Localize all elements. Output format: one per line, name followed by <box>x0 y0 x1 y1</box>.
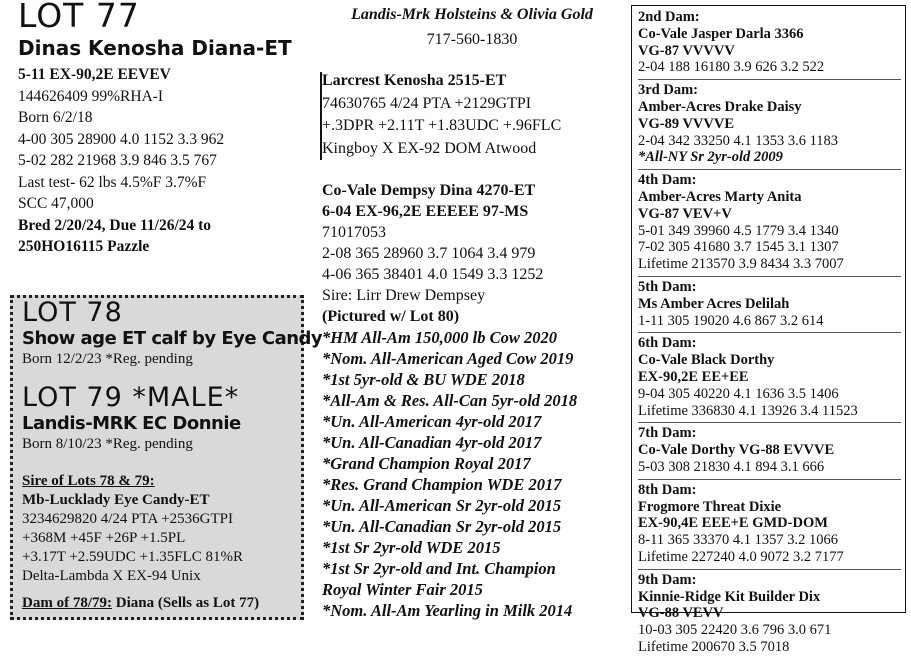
ancestor-dam-entry <box>638 279 901 329</box>
ancestor-dam-label: 9th Dam: <box>638 571 697 588</box>
sire-78-79-line: +368M +45F +26P +1.5PL <box>22 530 186 546</box>
ancestor-dam-name-line: VG-89 VVVVE <box>638 115 734 132</box>
sire-78-79-line: Delta-Lambda X EX-94 Unix <box>22 568 201 584</box>
honor-line: *All-Am & Res. All-Can 5yr-old 2018 <box>322 391 578 410</box>
ancestor-dam-name-line: Amber-Acres Drake Daisy <box>638 98 802 115</box>
sire-line: +.3DPR +2.11T +1.83UDC +.96FLC <box>322 117 562 134</box>
ancestor-dam-name-line: VG-87 VEV+V <box>638 205 732 222</box>
honor-line: *1st 5yr-old & BU WDE 2018 <box>322 370 525 389</box>
ancestor-dam-label: 2nd Dam: <box>638 9 700 25</box>
ancestor-dam-name-line: EX-90,4E EEE+E GMD-DOM <box>638 515 828 532</box>
dam-line: 71017053 <box>322 224 386 241</box>
ancestor-divider <box>638 479 901 480</box>
ancestor-dam-record-line: Lifetime 227240 4.0 9072 3.2 7177 <box>638 548 844 565</box>
lot78-title: LOT 78 <box>22 297 123 328</box>
ancestor-dam-name-line: Ms Amber Acres Delilah <box>638 295 790 312</box>
honor-line: Royal Winter Fair 2015 <box>322 580 483 599</box>
lots-78-79-box <box>10 295 323 620</box>
lot79-subtitle: Landis-MRK EC Donnie <box>22 413 241 434</box>
ancestor-dam-record-line: 2-04 342 33250 4.1 1353 3.6 1183 <box>638 132 839 149</box>
lot77-line: 250HO16115 Pazzle <box>18 238 150 255</box>
dam-line: 2-08 365 28960 3.7 1064 3.4 979 <box>322 245 536 262</box>
ancestor-dam-record-line: 2-04 188 16180 3.9 626 3.2 522 <box>638 59 825 76</box>
ancestor-dam-label: 7th Dam: <box>638 425 697 442</box>
sire-details <box>322 93 561 161</box>
ancestor-dam-label: 5th Dam: <box>638 278 697 295</box>
ancestor-dam-record-line: 5-03 308 21830 4.1 894 3.1 666 <box>638 458 825 475</box>
lot77-line: 5-02 282 21968 3.9 846 3.5 767 <box>18 152 217 169</box>
honor-line: *Nom. All-Am Yearling in Milk 2014 <box>322 601 573 620</box>
honor-line: *Un. All-Canadian 4yr-old 2017 <box>322 433 542 452</box>
honor-line: *Nom. All-American Aged Cow 2019 <box>322 349 574 368</box>
ancestor-dam-name-line: VG-87 VVVVV <box>638 42 735 59</box>
honor-line: *Un. All-American Sr 2yr-old 2015 <box>322 496 562 515</box>
ancestor-dam-label: 8th Dam: <box>638 481 697 498</box>
ancestor-dam-label: 6th Dam: <box>638 335 697 352</box>
ancestor-divider <box>638 276 901 277</box>
ancestor-dam-record-line: 5-01 349 39960 4.5 1779 3.4 1340 <box>638 222 839 239</box>
lot79-title: LOT 79 *MALE* <box>22 382 240 413</box>
ancestor-divider <box>638 169 901 170</box>
honor-line: *Un. All-American 4yr-old 2017 <box>322 412 542 431</box>
ancestor-divider <box>638 79 901 80</box>
lot77-title: LOT 77 <box>18 0 140 35</box>
ancestor-dam-label: 4th Dam: <box>638 172 697 189</box>
consignor-name: Landis-Mrk Holsteins & Olivia Gold <box>351 6 593 23</box>
ancestor-dam-name-line: EX-90,2E EE+EE <box>638 368 749 385</box>
lot77-line: Bred 2/20/24, Due 11/26/24 to <box>18 216 212 234</box>
ancestor-dam-name-line: Amber-Acres Marty Anita <box>638 188 802 205</box>
ancestor-dam-record-line: 7-02 305 41680 3.7 1545 3.1 1307 <box>638 239 839 256</box>
dam-78-79-label: Dam of 78/79: <box>22 595 112 611</box>
sire-section <box>322 70 561 160</box>
lot78-born: Born 12/2/23 *Reg. pending <box>22 351 193 367</box>
ancestor-dam-record-line: 10-03 305 22420 3.6 796 3.0 671 <box>638 622 832 639</box>
ancestor-divider <box>638 332 901 333</box>
dam-78-79 <box>22 594 322 613</box>
honor-line: *1st Sr 2yr-old and Int. Champion <box>322 559 556 578</box>
lot79-born: Born 8/10/23 *Reg. pending <box>22 436 193 452</box>
pedigree-dams <box>638 9 901 659</box>
ancestor-dam-name-line: VG-88 VEVV <box>638 605 724 622</box>
ancestor-dam-name-line: Frogmore Threat Dixie <box>638 498 782 515</box>
lot77-line: 5-11 EX-90,2E EEVEV <box>18 66 171 83</box>
sire-line: Kingboy X EX-92 DOM Atwood <box>322 139 537 157</box>
ancestor-dam-name-line: Co-Vale Jasper Darla 3366 <box>638 25 804 42</box>
ancestor-dam-honor-line: *All-NY Sr 2yr-old 2009 <box>638 149 783 166</box>
dam-honors <box>322 327 577 621</box>
ancestor-dam-entry <box>638 482 901 566</box>
sire-78-79-heading: Sire of Lots 78 & 79: <box>22 473 155 489</box>
dam-line: Sire: Lirr Drew Dempsey <box>322 287 486 304</box>
ancestor-dam-entry <box>638 425 901 475</box>
honor-line: *Res. Grand Champion WDE 2017 <box>322 475 562 494</box>
ancestor-divider <box>638 569 901 570</box>
pedigree-box <box>631 5 906 655</box>
dam-details <box>322 222 577 306</box>
sire-78-79-line: +3.17T +2.59UDC +1.35FLC 81%R <box>22 549 243 565</box>
honor-line: *1st Sr 2yr-old WDE 2015 <box>322 538 501 557</box>
honor-line: *Un. All-Canadian Sr 2yr-old 2015 <box>322 517 562 536</box>
sire-line: 74630765 4/24 PTA +2129GTPI <box>322 94 532 112</box>
dam-classification: 6-04 EX-96,2E EEEEE 97-MS <box>322 203 529 220</box>
ancestor-dam-record-line: 9-04 305 40220 4.1 1636 3.5 1406 <box>638 385 839 402</box>
ancestor-dam-name-line: Co-Vale Black Dorthy <box>638 352 775 369</box>
ancestor-dam-record-line: 8-11 365 33370 4.1 1357 3.2 1066 <box>638 532 839 549</box>
dam-name: Co-Vale Dempsy Dina 4270-ET <box>322 182 536 199</box>
consignor-phone: 717-560-1830 <box>426 31 518 48</box>
lot77-line: SCC 47,000 <box>18 195 94 212</box>
ancestor-dam-label: 3rd Dam: <box>638 82 699 99</box>
sire-78-79-line: 3234629820 4/24 PTA +2536GTPI <box>22 511 234 527</box>
sire-78-79-details <box>22 510 322 586</box>
lot77-line: 4-00 305 28900 4.0 1152 3.3 962 <box>18 130 225 148</box>
lot78-subtitle: Show age ET calf by Eye Candy <box>22 328 323 349</box>
honor-line: *Grand Champion Royal 2017 <box>322 454 531 473</box>
lot77-line: 144626409 99%RHA-I <box>18 87 164 105</box>
ancestor-dam-name-line: Co-Vale Dorthy VG-88 EVVVE <box>638 442 835 459</box>
ancestor-dam-entry <box>638 172 901 273</box>
dam-section <box>322 180 577 621</box>
sire-name: Larcrest Kenosha 2515-ET <box>322 72 507 89</box>
consignor-header <box>322 4 622 50</box>
dam-pictured: (Pictured w/ Lot 80) <box>322 308 460 325</box>
dam-78-79-text: Diana (Sells as Lot 77) <box>112 595 260 611</box>
lot77-line: Born 6/2/18 <box>18 109 93 126</box>
lot77-details <box>18 64 224 258</box>
lot77-cow-name: Dinas Kenosha Diana-ET <box>18 36 292 60</box>
ancestor-dam-entry <box>638 9 901 76</box>
sire-78-79-name: Mb-Lucklady Eye Candy-ET <box>22 492 210 508</box>
ancestor-divider <box>638 422 901 423</box>
ancestor-dam-record-line: 1-11 305 19020 4.6 867 3.2 614 <box>638 312 824 329</box>
ancestor-dam-name-line: Kinnie-Ridge Kit Builder Dix <box>638 588 821 605</box>
lot77-line: Last test- 62 lbs 4.5%F 3.7%F <box>18 173 207 191</box>
ancestor-dam-record-line: Lifetime 200670 3.5 7018 <box>638 638 790 655</box>
honor-line: *HM All-Am 150,000 lb Cow 2020 <box>322 328 557 347</box>
ancestor-dam-entry <box>638 572 901 656</box>
ancestor-dam-entry <box>638 335 901 419</box>
ancestor-dam-entry <box>638 82 901 166</box>
ancestor-dam-record-line: Lifetime 213570 3.9 8434 3.3 7007 <box>638 256 844 273</box>
dam-line: 4-06 365 38401 4.0 1549 3.3 1252 <box>322 266 544 283</box>
ancestor-dam-record-line: Lifetime 336830 4.1 13926 3.4 11523 <box>638 402 858 419</box>
